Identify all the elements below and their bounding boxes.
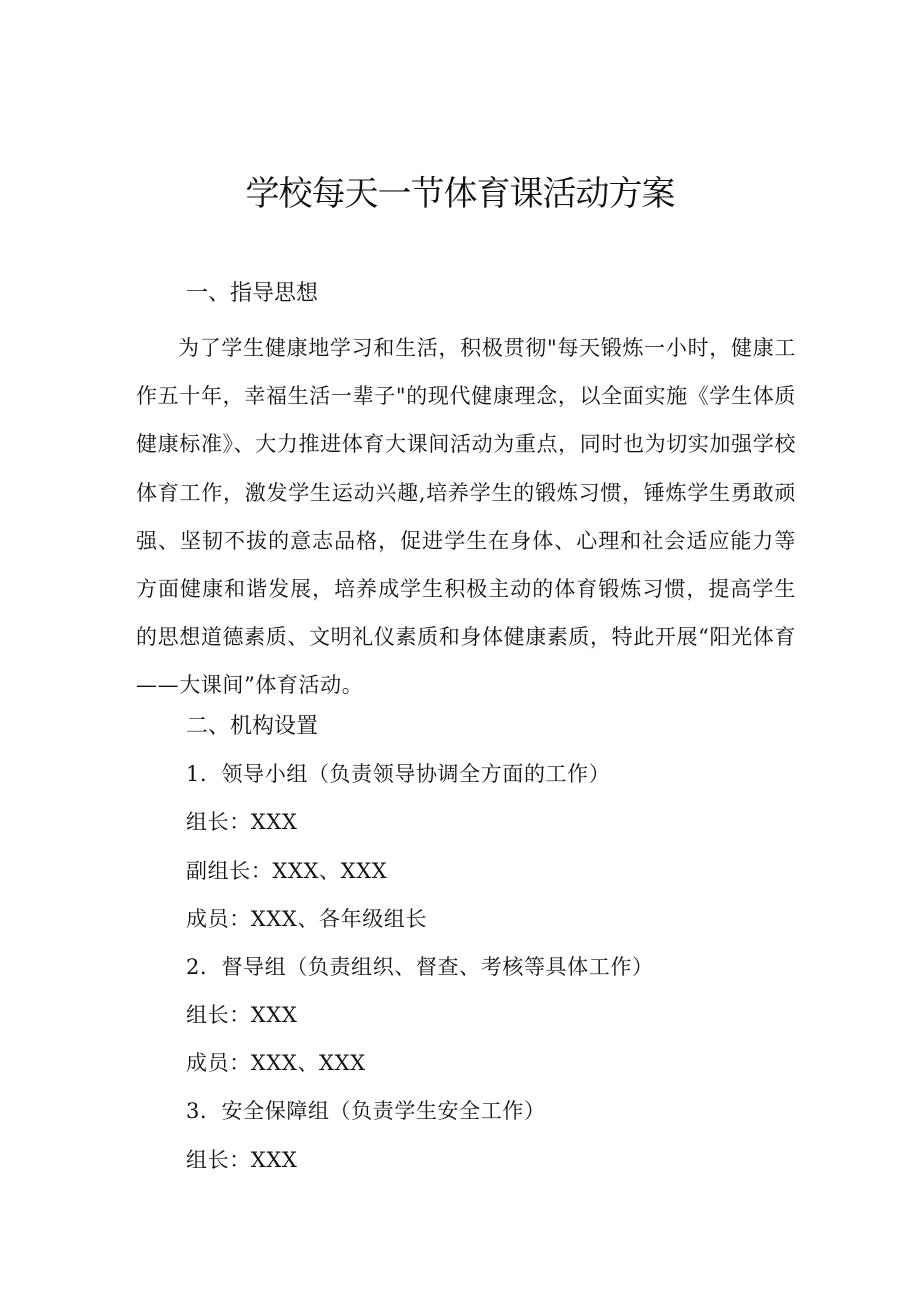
document-title: 学校每天一节体育课活动方案 [245,174,675,214]
guiding-ideology-paragraph: 为了学生健康地学习和生活，积极贯彻"每天锻炼一小时，健康工作五十年，幸福生活一辈子"的现代健康理念，以全面实施《学生体质健康标准》、大力推进体育大课间活动为重点，同时也为切实加强学校体育工作，激发学生运动兴趣,培养学生的锻炼习惯，锤炼学生勇敢顽强、坚韧不拔的意志品格，促进学生在身体、心理和社会适应能力等方面健康和谐发展，培养成学生积极主动的体育锻炼习惯，提高学生的思想道德素质、文明礼仪素质和身体健康素质，特此开展“阳光体育——大课间”体育活动。 [136,336,796,698]
leadership-deputy-line: 副组长：XXX、XXX [186,859,388,883]
group-supervision-title: 2．督导组（负责组织、督查、考核等具体工作） [186,955,654,979]
supervision-members-line: 成员：XXX、XXX [186,1051,366,1075]
group-safety-title: 3．安全保障组（负责学生安全工作） [186,1099,546,1123]
group-leadership-title: 1．领导小组（负责领导协调全方面的工作） [186,762,611,786]
safety-leader-line: 组长：XXX [186,1148,298,1172]
section-heading-guiding-ideology: 一、指导思想 [186,281,319,306]
section-heading-organization: 二、机构设置 [186,714,319,739]
supervision-leader-line: 组长：XXX [186,1003,298,1027]
leadership-members-line: 成员：XXX、各年级组长 [186,907,428,931]
leadership-leader-line: 组长：XXX [186,810,298,834]
